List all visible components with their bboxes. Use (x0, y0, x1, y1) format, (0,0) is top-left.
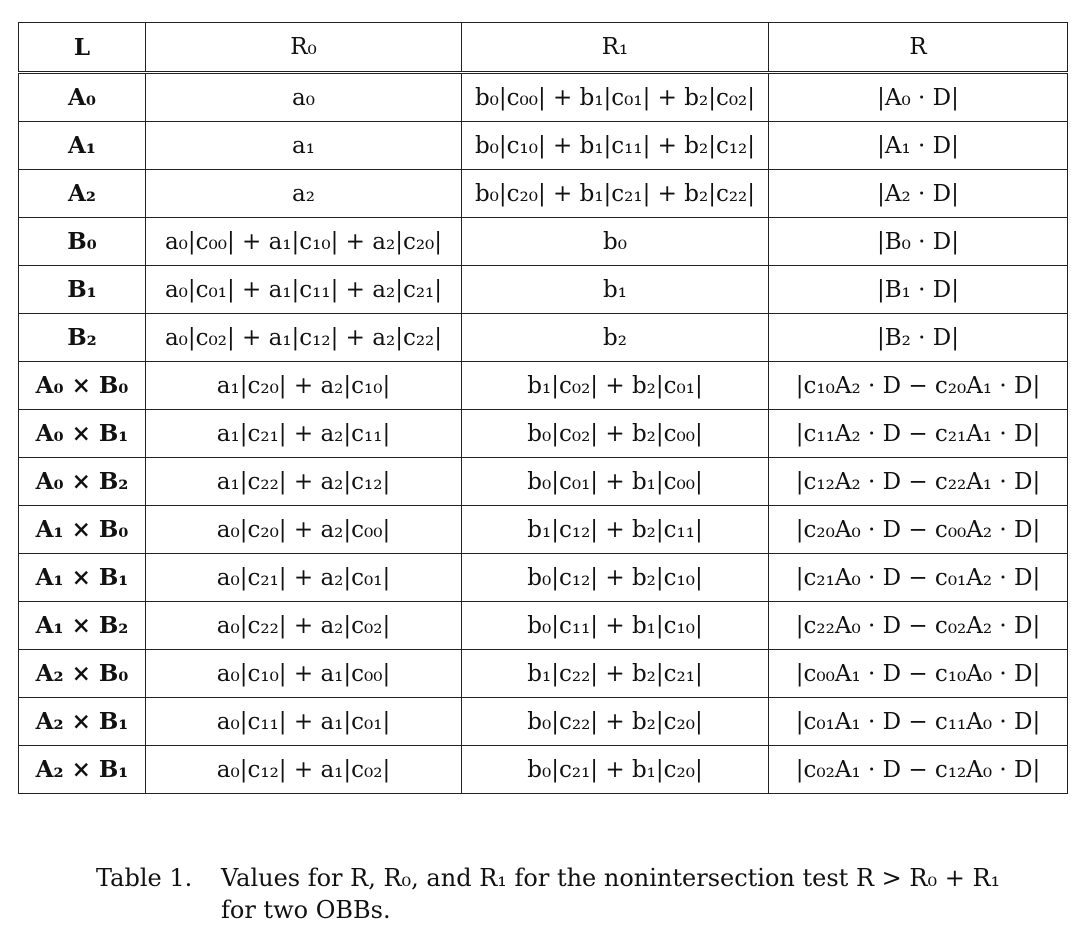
cell-r: |c₁₀A₂ · D − c₂₀A₁ · D| (769, 362, 1068, 410)
header-r: R (769, 23, 1068, 73)
cell-r0: a₁|c₂₁| + a₂|c₁₁| (146, 410, 462, 458)
table-row (19, 554, 1068, 602)
cell-r0: a₁|c₂₀| + a₂|c₁₀| (146, 362, 462, 410)
cell-l: A₂ (19, 170, 146, 218)
cell-r0: a₀|c₂₁| + a₂|c₀₁| (146, 554, 462, 602)
cell-l: A₀ × B₂ (19, 458, 146, 506)
cell-l: A₂ × B₀ (19, 650, 146, 698)
cell-r: |A₁ · D| (769, 122, 1068, 170)
cell-l: B₀ (19, 218, 146, 266)
cell-r0: a₀|c₀₂| + a₁|c₁₂| + a₂|c₂₂| (146, 314, 462, 362)
cell-r1: b₂ (462, 314, 769, 362)
cell-r1: b₁ (462, 266, 769, 314)
table-row (19, 602, 1068, 650)
cell-r1: b₀|c₀₀| + b₁|c₀₁| + b₂|c₀₂| (462, 73, 769, 122)
caption-text: Values for R, R₀, and R₁ for the nonintersection test R > R₀ + R₁ for two OBBs. (221, 864, 1001, 924)
table-row (19, 698, 1068, 746)
cell-r0: a₀|c₀₀| + a₁|c₁₀| + a₂|c₂₀| (146, 218, 462, 266)
cell-r: |A₂ · D| (769, 170, 1068, 218)
header-r0: R₀ (146, 23, 462, 73)
cell-r0: a₀|c₀₁| + a₁|c₁₁| + a₂|c₂₁| (146, 266, 462, 314)
table-row (19, 362, 1068, 410)
cell-r1: b₀|c₂₁| + b₁|c₂₀| (462, 746, 769, 794)
cell-r: |B₁ · D| (769, 266, 1068, 314)
caption-label: Table 1. (96, 864, 193, 892)
table-row (19, 122, 1068, 170)
cell-r0: a₀|c₁₀| + a₁|c₀₀| (146, 650, 462, 698)
cell-r1: b₀|c₁₂| + b₂|c₁₀| (462, 554, 769, 602)
cell-r: |c₂₀A₀ · D − c₀₀A₂ · D| (769, 506, 1068, 554)
table-row (19, 314, 1068, 362)
table-row (19, 266, 1068, 314)
header-r1: R₁ (462, 23, 769, 73)
cell-r1: b₀|c₁₁| + b₁|c₁₀| (462, 602, 769, 650)
cell-r: |c₀₂A₁ · D − c₁₂A₀ · D| (769, 746, 1068, 794)
cell-l: A₁ (19, 122, 146, 170)
cell-r: |B₀ · D| (769, 218, 1068, 266)
table-row (19, 746, 1068, 794)
table-header-row (19, 23, 1068, 73)
cell-r: |c₁₁A₂ · D − c₂₁A₁ · D| (769, 410, 1068, 458)
cell-r1: b₁|c₂₂| + b₂|c₂₁| (462, 650, 769, 698)
cell-r0: a₀ (146, 73, 462, 122)
cell-l: A₀ (19, 73, 146, 122)
cell-r0: a₁|c₂₂| + a₂|c₁₂| (146, 458, 462, 506)
cell-l: A₁ × B₁ (19, 554, 146, 602)
cell-r0: a₀|c₂₀| + a₂|c₀₀| (146, 506, 462, 554)
cell-l: A₀ × B₀ (19, 362, 146, 410)
table-row (19, 506, 1068, 554)
cell-r0: a₂ (146, 170, 462, 218)
table-row (19, 410, 1068, 458)
cell-r1: b₀ (462, 218, 769, 266)
table-body (19, 73, 1068, 794)
cell-r: |c₂₂A₀ · D − c₀₂A₂ · D| (769, 602, 1068, 650)
cell-r0: a₁ (146, 122, 462, 170)
obb-values-table (18, 22, 1068, 794)
cell-l: A₂ × B₁ (19, 746, 146, 794)
table-row (19, 650, 1068, 698)
cell-r1: b₁|c₀₂| + b₂|c₀₁| (462, 362, 769, 410)
cell-r1: b₀|c₂₂| + b₂|c₂₀| (462, 698, 769, 746)
cell-r: |B₂ · D| (769, 314, 1068, 362)
header-l: L (19, 23, 146, 73)
cell-l: B₂ (19, 314, 146, 362)
cell-r: |c₀₀A₁ · D − c₁₀A₀ · D| (769, 650, 1068, 698)
cell-r0: a₀|c₁₂| + a₁|c₀₂| (146, 746, 462, 794)
cell-l: A₁ × B₂ (19, 602, 146, 650)
cell-l: A₁ × B₀ (19, 506, 146, 554)
cell-l: A₂ × B₁ (19, 698, 146, 746)
cell-r1: b₀|c₁₀| + b₁|c₁₁| + b₂|c₁₂| (462, 122, 769, 170)
table-row (19, 458, 1068, 506)
cell-r1: b₀|c₀₁| + b₁|c₀₀| (462, 458, 769, 506)
cell-r: |c₀₁A₁ · D − c₁₁A₀ · D| (769, 698, 1068, 746)
cell-l: A₀ × B₁ (19, 410, 146, 458)
cell-r1: b₁|c₁₂| + b₂|c₁₁| (462, 506, 769, 554)
cell-r0: a₀|c₂₂| + a₂|c₀₂| (146, 602, 462, 650)
cell-r: |c₂₁A₀ · D − c₀₁A₂ · D| (769, 554, 1068, 602)
cell-r: |A₀ · D| (769, 73, 1068, 122)
cell-r0: a₀|c₁₁| + a₁|c₀₁| (146, 698, 462, 746)
table-row (19, 73, 1068, 122)
table-row (19, 218, 1068, 266)
cell-r: |c₁₂A₂ · D − c₂₂A₁ · D| (769, 458, 1068, 506)
cell-r1: b₀|c₂₀| + b₁|c₂₁| + b₂|c₂₂| (462, 170, 769, 218)
cell-r1: b₀|c₀₂| + b₂|c₀₀| (462, 410, 769, 458)
cell-l: B₁ (19, 266, 146, 314)
table-row (19, 170, 1068, 218)
